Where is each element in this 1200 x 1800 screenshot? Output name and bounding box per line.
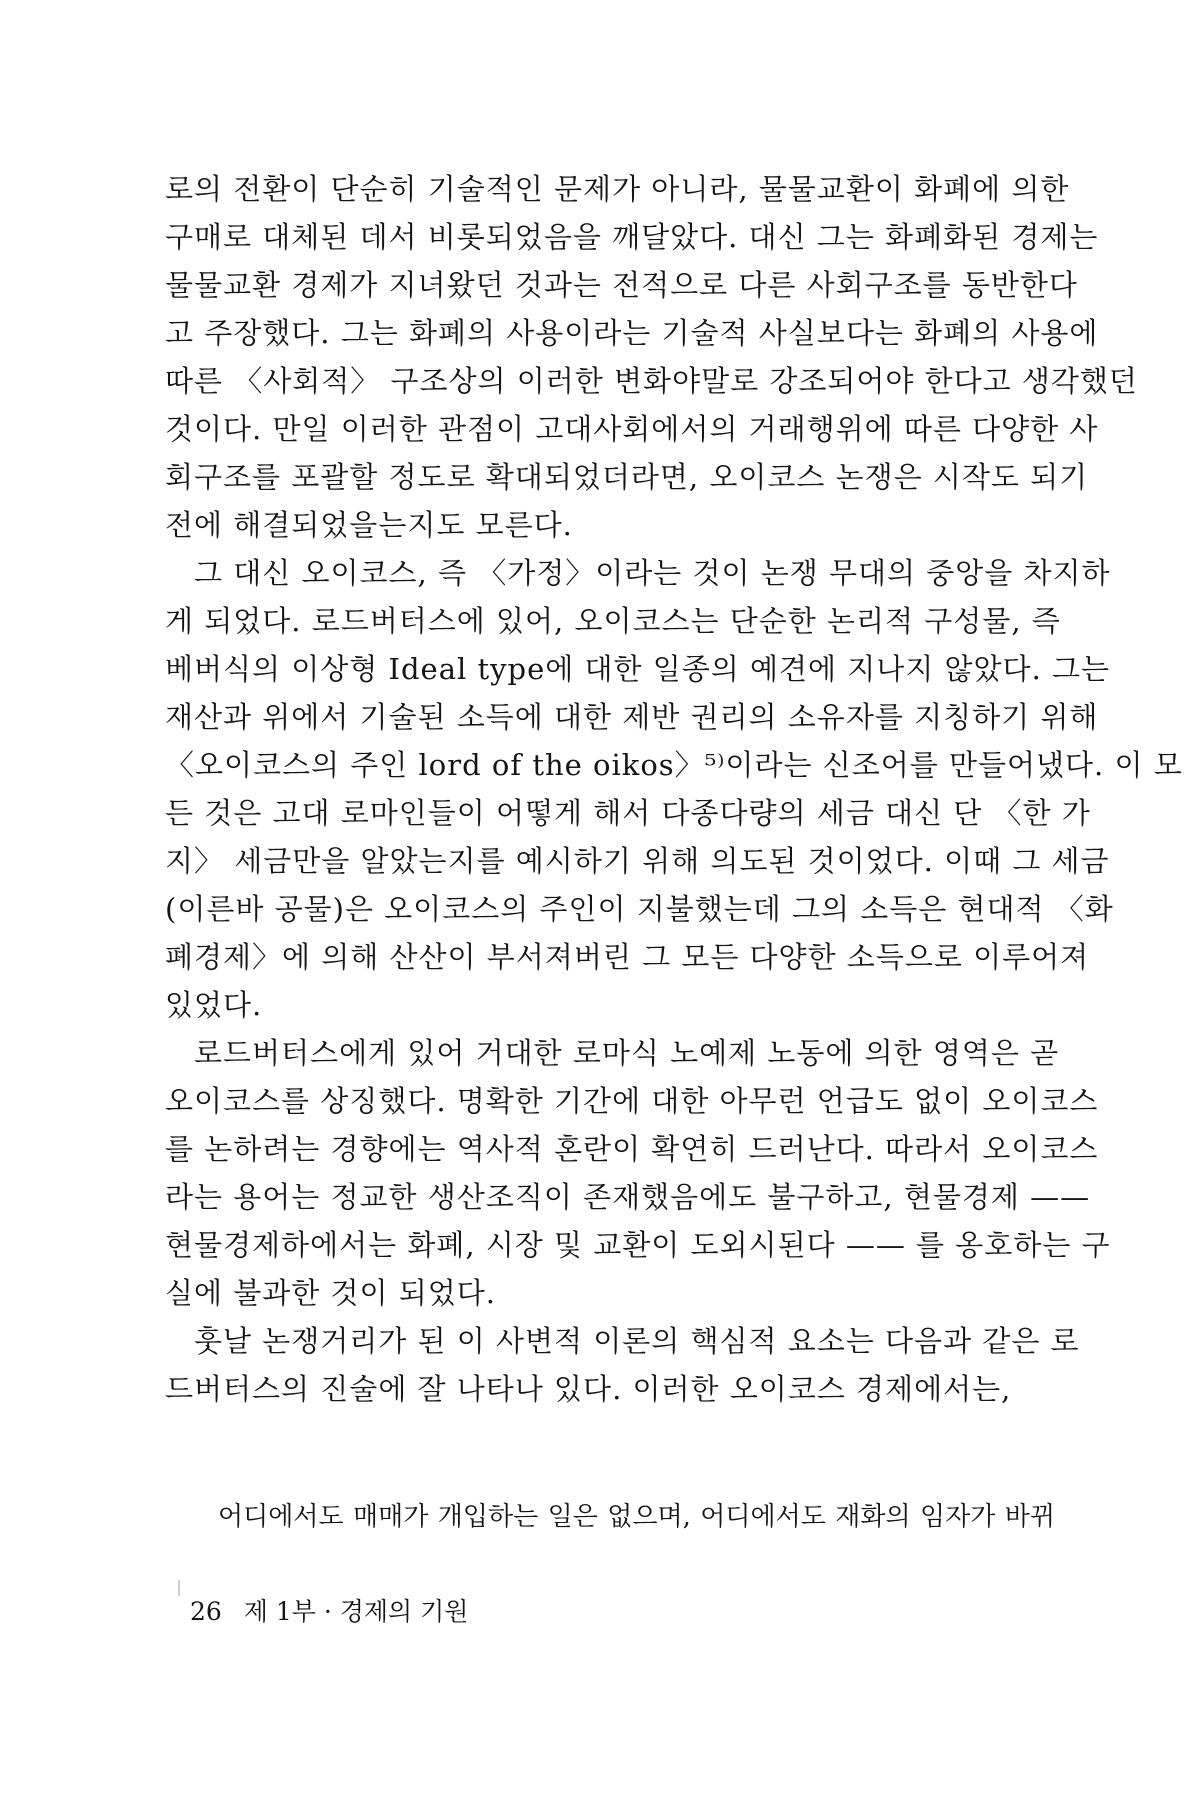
body-line: 라는 용어는 정교한 생산조직이 존재했음에도 불구하고, 현물경제 —— (165, 1180, 1091, 1214)
block-quote: 어디에서도 매매가 개입하는 일은 없으며, 어디에서도 재화의 임자가 바뀌 (218, 1502, 1055, 1532)
body-line: 게 되었다. 로드버터스에 있어, 오이코스는 단순한 논리적 구성물, 즉 (165, 604, 1061, 638)
body-line: 있었다. (165, 988, 263, 1022)
page-number: 26 (190, 1597, 222, 1626)
body-line: 것이다. 만일 이러한 관점이 고대사회에서의 거래행위에 따른 다양한 사 (165, 412, 1099, 446)
body-line: 전에 해결되었을는지도 모른다. (165, 508, 573, 542)
body-line: 로드버터스에게 있어 거대한 로마식 노예제 노동에 의한 영역은 곧 (194, 1036, 1060, 1070)
body-line: 물물교환 경제가 지녀왔던 것과는 전적으로 다른 사회구조를 동반한다 (165, 268, 1078, 302)
body-line: 구매로 대체된 데서 비롯되었음을 깨달았다. 대신 그는 화폐화된 경제는 (165, 220, 1099, 254)
body-line: 지〉 세금만을 알았는지를 예시하기 위해 의도된 것이었다. 이때 그 세금 (165, 844, 1110, 878)
body-line: 현물경제하에서는 화폐, 시장 및 교환이 도외시된다 —— 를 옹호하는 구 (165, 1228, 1111, 1262)
body-line: 폐경제〉에 의해 산산이 부서져버린 그 모든 다양한 소득으로 이루어져 (165, 940, 1090, 974)
running-title: 제 1부 · 경제의 기원 (243, 1597, 469, 1626)
body-line: 재산과 위에서 기술된 소득에 대한 제반 권리의 소유자를 지칭하기 위해 (165, 700, 1099, 734)
body-line: 훗날 논쟁거리가 된 이 사변적 이론의 핵심적 요소는 다음과 같은 로 (194, 1324, 1080, 1358)
body-line: 〈오이코스의 주인 lord of the oikos〉⁵⁾이라는 신조어를 만들어냈다. 이 모 (165, 748, 1183, 782)
body-line: 회구조를 포괄할 정도로 확대되었더라면, 오이코스 논쟁은 시작도 되기 (165, 460, 1089, 494)
body-line: 그 대신 오이코스, 즉 〈가정〉이라는 것이 논쟁 무대의 중앙을 차지하 (194, 556, 1111, 590)
body-line: 드버터스의 진술에 잘 나타나 있다. 이러한 오이코스 경제에서는, (165, 1372, 1012, 1406)
body-line: 오이코스를 상징했다. 명확한 기간에 대한 아무런 언급도 없이 오이코스 (165, 1084, 1099, 1118)
margin-mark (178, 1580, 180, 1596)
page-footer (190, 1592, 468, 1632)
body-line: 로의 전환이 단순히 기술적인 문제가 아니라, 물물교환이 화폐에 의한 (165, 172, 1070, 206)
body-text (165, 165, 1183, 1413)
body-line: 베버식의 이상형 Ideal type에 대한 일종의 예견에 지나지 않았다. 그는 (165, 652, 1111, 686)
body-line: 든 것은 고대 로마인들이 어떻게 해서 다종다량의 세금 대신 단 〈한 가 (165, 796, 1091, 830)
body-line: 실에 불과한 것이 되었다. (165, 1276, 497, 1310)
body-line: (이른바 공물)은 오이코스의 주인이 지불했는데 그의 소득은 현대적 〈화 (165, 892, 1114, 926)
body-line: 를 논하려는 경향에는 역사적 혼란이 확연히 드러난다. 따라서 오이코스 (165, 1132, 1099, 1166)
body-line: 따른 〈사회적〉 구조상의 이러한 변화야말로 강조되어야 한다고 생각했던 (165, 364, 1138, 398)
body-line: 고 주장했다. 그는 화폐의 사용이라는 기술적 사실보다는 화폐의 사용에 (165, 316, 1099, 350)
